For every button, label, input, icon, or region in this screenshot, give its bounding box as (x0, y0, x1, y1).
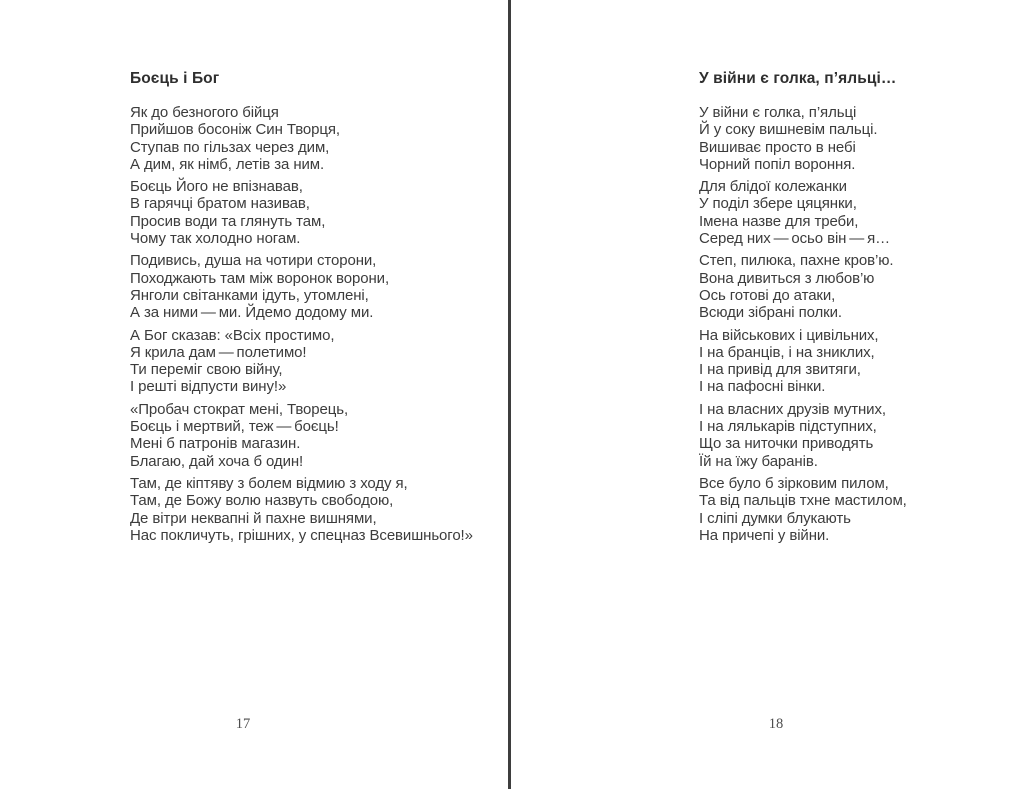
poem-line: Серед них — осьо він — я… (699, 230, 890, 248)
poem-line: Та від пальців тхне мастилом, (699, 492, 907, 510)
page-gutter-divider (508, 0, 511, 789)
poem-line: Боєць Його не впізнавав, (130, 178, 303, 196)
poem-line: Всюди зібрані полки. (699, 304, 842, 322)
poem-line: Нас покличуть, грішних, у спецназ Всевишнього!» (130, 526, 473, 544)
poem-line: А дим, як німб, летів за ним. (130, 155, 325, 173)
poem-line: І на власних друзів мутних, (699, 400, 886, 418)
stanza (130, 327, 498, 396)
poem-line: І решті відпусти вину!» (130, 378, 287, 396)
poem-line: На військових і цивільних, (699, 326, 879, 344)
poem-line: Я крила дам — полетимо! (130, 343, 307, 361)
poem-line: У війни є голка, п’яльці (699, 104, 857, 121)
stanza (130, 178, 498, 247)
stanza (699, 252, 1004, 321)
poem-line: Походжають там між воронок ворони, (130, 269, 390, 287)
poem-line: Благаю, дай хоча б один! (130, 452, 304, 470)
poem-line: Імена назве для треби, (699, 212, 859, 230)
poem-body-right (699, 104, 1004, 544)
stanza (699, 475, 1004, 544)
stanza (130, 475, 498, 544)
poem-line: Прийшов босоніж Син Творця, (130, 121, 340, 139)
poem-line: Там, де кіптяву з болем відмию з ходу я, (130, 474, 408, 492)
stanza (699, 178, 1004, 247)
poem-line: І на бранців, і на зниклих, (699, 343, 875, 361)
poem-line: І на пафосні вінки. (699, 378, 826, 396)
poem-line: А за ними — ми. Йдемо додому ми. (130, 304, 374, 322)
poem-body-left (130, 104, 498, 544)
poem-line: І на лялькарів підступних, (699, 418, 877, 436)
poem-line: Чому так холодно ногам. (130, 230, 301, 248)
poem-line: І сліпі думки блукають (699, 509, 851, 527)
poem-line: Просив води та глянуть там, (130, 212, 326, 230)
poem-line: І на привід для звитяги, (699, 361, 861, 379)
poem-line: Ступав по гільзах через дим, (130, 138, 330, 156)
stanza (699, 401, 1004, 470)
stanza (130, 104, 498, 173)
poem-title-right: У війни є голка, п’яльці… (699, 70, 897, 87)
poem-line: Ось готові до атаки, (699, 286, 836, 304)
stanza (130, 401, 498, 470)
poem-line: Для блідої колежанки (699, 178, 847, 196)
poem-line: Ти переміг свою війну, (130, 361, 283, 379)
poem-line: Степ, пилюка, пахне кров’ю. (699, 252, 894, 270)
poem-line: Все було б зірковим пилом, (699, 474, 889, 492)
poem-line: «Пробач стократ мені, Творець, (130, 400, 349, 418)
poem-line: Вона дивиться з любов’ю (699, 269, 875, 287)
poem-line: Й у соку вишневім пальці. (699, 121, 878, 139)
page-number-right: 18 (768, 716, 784, 732)
poem-line: Їй на їжу баранів. (699, 452, 818, 470)
stanza (699, 327, 1004, 396)
poem-line: Як до безногого бійця (130, 104, 279, 121)
poem-line: Вишиває просто в небі (699, 138, 856, 156)
poem-line: Боєць і мертвий, теж — боєць! (130, 418, 339, 436)
poem-title-left: Боєць і Бог (130, 70, 220, 87)
right-page (699, 70, 1004, 549)
left-page (130, 70, 498, 549)
poem-line: А Бог сказав: «Всіх простимо, (130, 326, 335, 344)
poem-line: Там, де Божу волю назвуть свободою, (130, 492, 394, 510)
stanza (130, 252, 498, 321)
poem-line: Де вітри неквапні й пахне вишнями, (130, 509, 377, 527)
page-number-left: 17 (235, 716, 251, 732)
stanza (699, 104, 1004, 173)
poem-line: Подивись, душа на чотири сторони, (130, 252, 377, 270)
poem-line: Мені б патронів магазин. (130, 435, 301, 453)
poem-line: В гарячці братом називав, (130, 195, 310, 213)
poem-line: У поділ збере цяцянки, (699, 195, 857, 213)
poem-line: Чорний попіл вороння. (699, 155, 856, 173)
poem-line: Що за ниточки приводять (699, 435, 874, 453)
poem-line: Янголи світанками ідуть, утомлені, (130, 286, 369, 304)
poem-line: На причепі у війни. (699, 526, 830, 544)
